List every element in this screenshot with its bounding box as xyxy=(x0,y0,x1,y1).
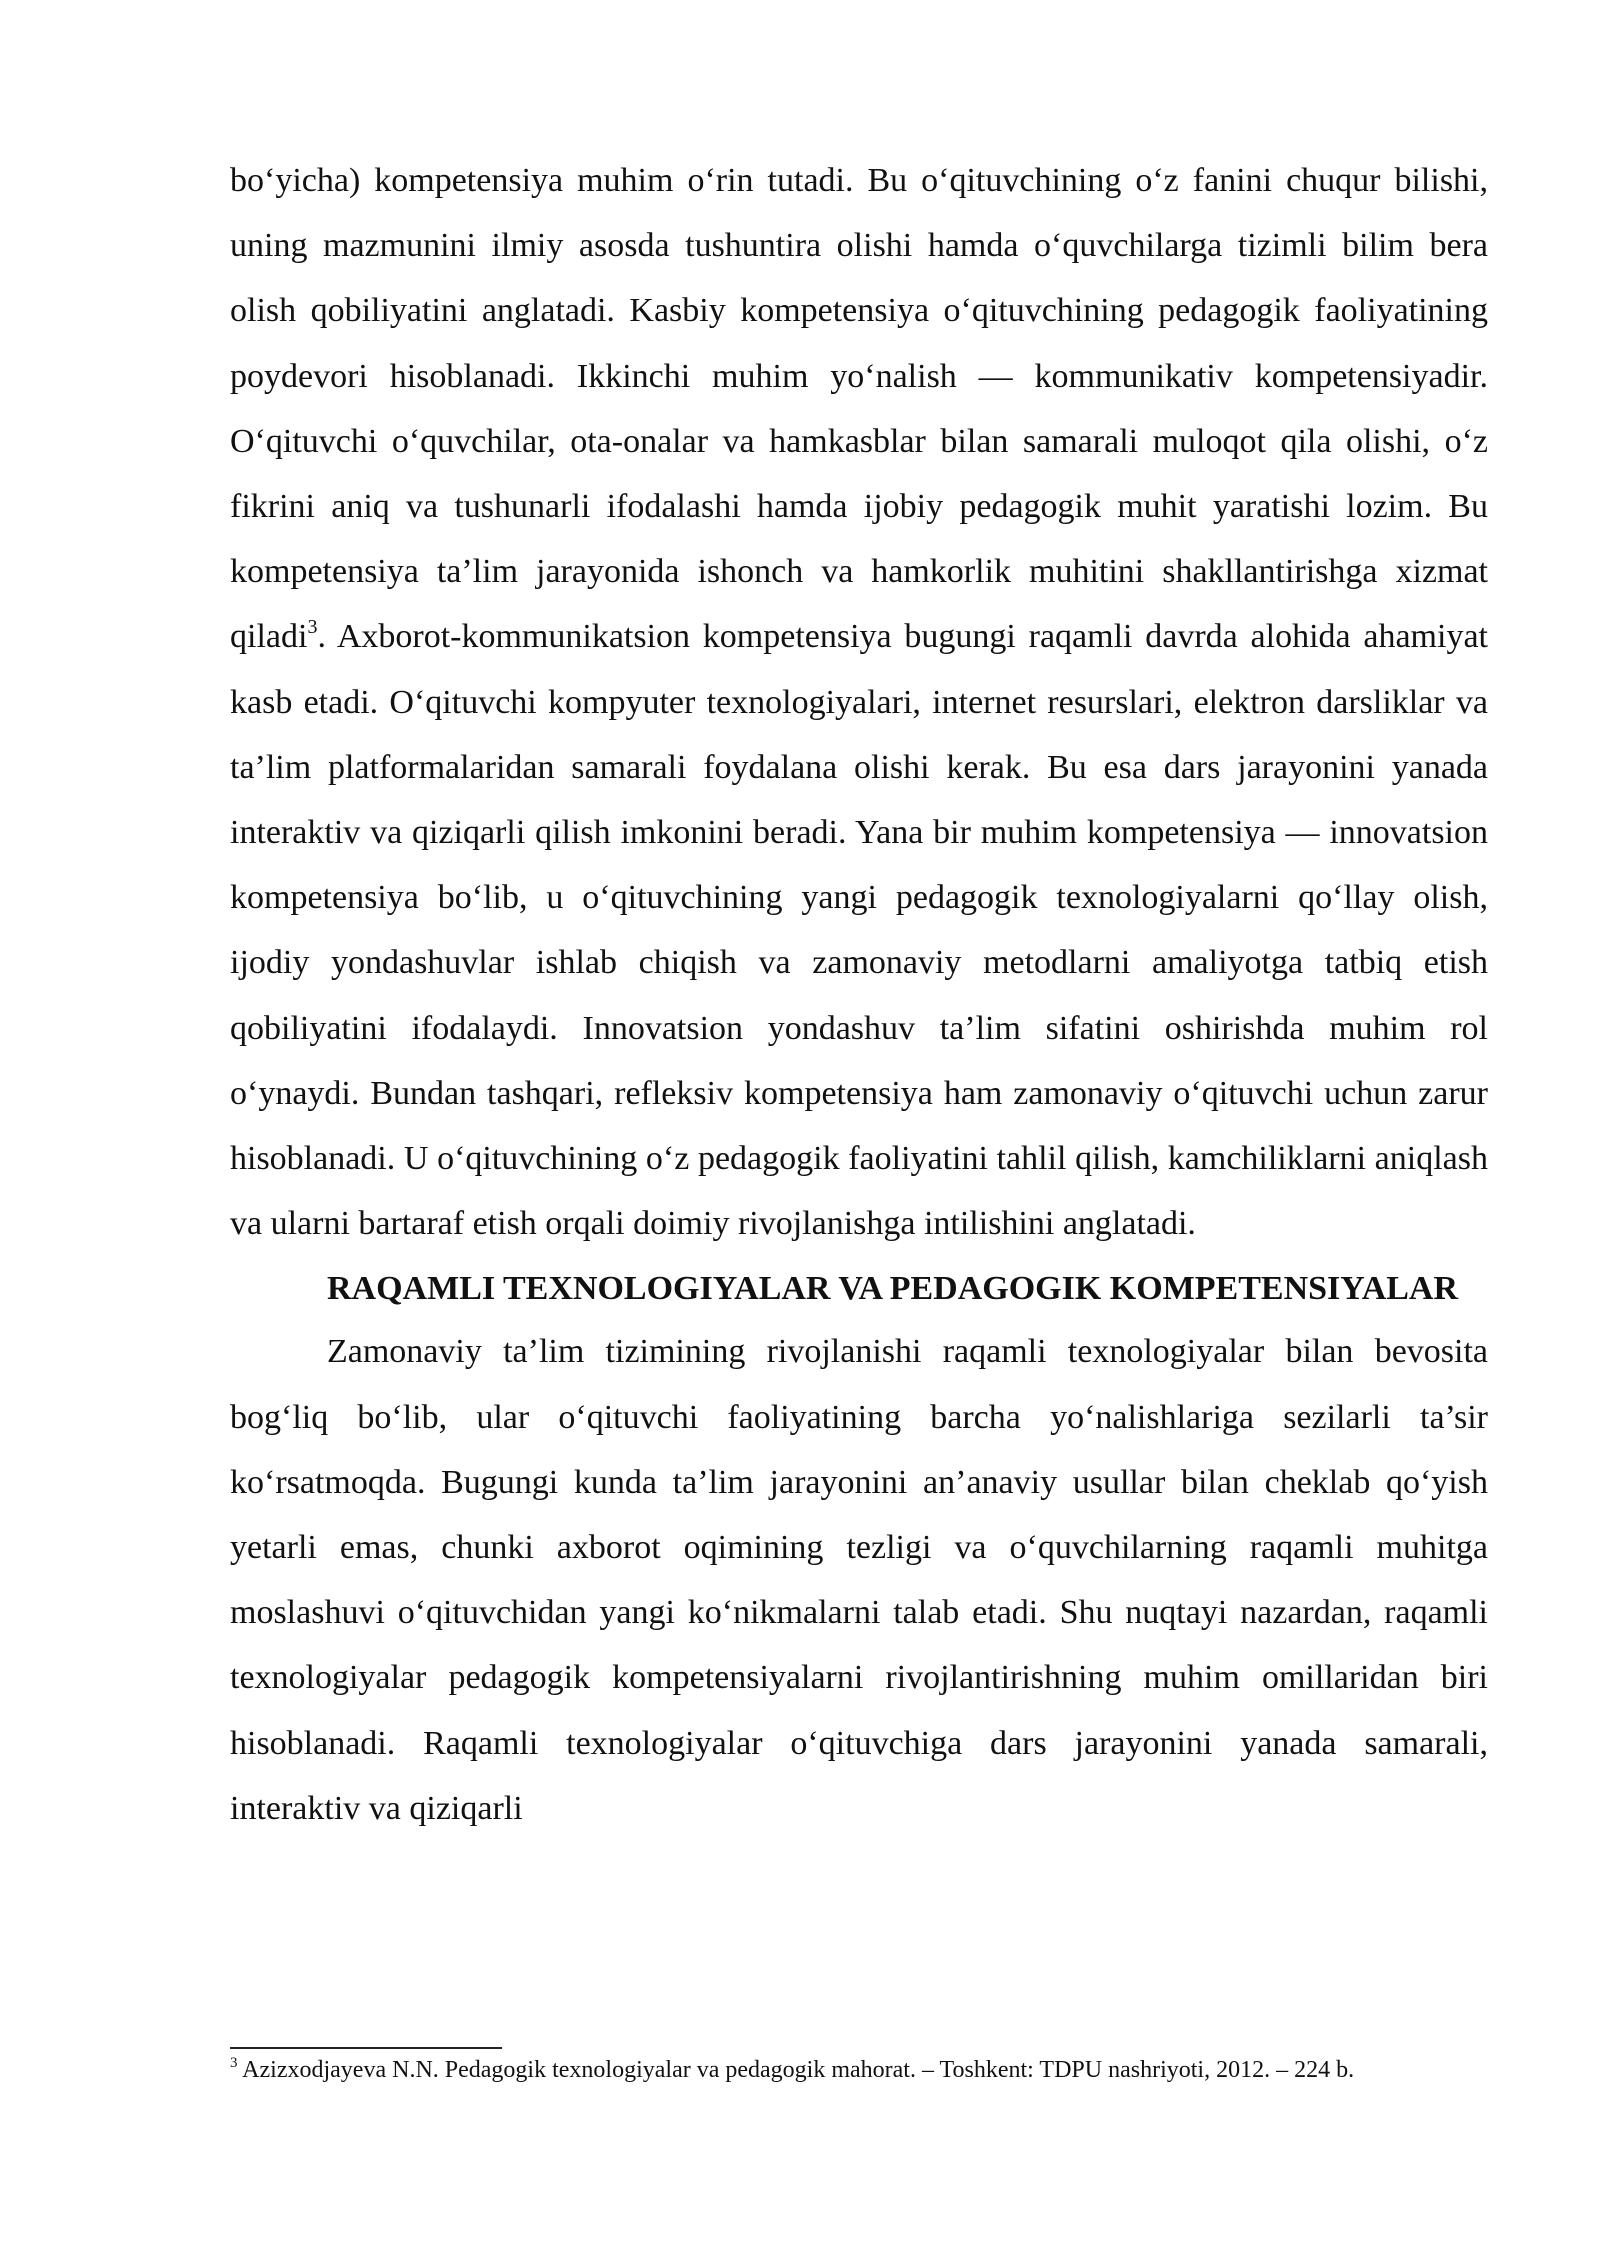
paragraph-text-continued: . Axborot-kommunikatsion kompetensiya bugungi raqamli davrda alohida ahamiyat kasb etadi. O‘qituvchi kompyuter texnologiyalari, internet resurslari, elektron darsliklar va ta’lim platformalaridan samarali foydalana olishi kerak. Bu esa dars jarayonini yanada interaktiv va qiziqarli qilish imkonini beradi. Yana bir muhim kompetensiya — innovatsion kompetensiya bo‘lib, u o‘qituvchining yangi pedagogik texnologiyalarni qo‘llay olish, ijodiy yondashuvlar ishlab chiqish va zamonaviy metodlarni amaliyotga tatbiq etish qobiliyatini ifodalaydi. Innovatsion yondashuv ta’lim sifatini oshirishda muhim rol o‘ynaydi. Bundan tashqari, refleksiv kompetensiya ham zamonaviy o‘qituvchi uchun zarur hisoblanadi. U o‘qituvchining o‘z pedagogik faoliyatini tahlil qilish, kamchiliklarni aniqlash va ularni bartaraf etish orqali doimiy rivojlanishga intilishini anglatadi. xyxy=(230,618,1488,1243)
footnote-number: 3 xyxy=(230,2055,238,2071)
paragraph-text: bo‘yicha) kompetensiya muhim o‘rin tutadi. Bu o‘qituvchining o‘z fanini chuqur bilishi, uning mazmunini ilmiy asosda tushuntira olishi hamda o‘quvchilarga tizimli bilim bera olish qobiliyatini anglatadi. Kasbiy kompetensiya o‘qituvchining pedagogik faoliyatining poydevori hisoblanadi. Ikkinchi muhim yo‘nalish — kommunikativ kompetensiyadir. O‘qituvchi o‘quvchilar, ota-onalar va hamkasblar bilan samarali muloqot qila olishi, o‘z fikrini aniq va tushunarli ifodalashi hamda ijobiy pedagogik muhit yaratishi lozim. Bu kompetensiya ta’lim jarayonida ishonch va hamkorlik muhitini shakllantirishga xizmat qiladi xyxy=(230,162,1488,656)
footnote-reference[interactable]: 3 xyxy=(307,616,318,639)
footnote-text: Azizxodjayeva N.N. Pedagogik texnologiyalar va pedagogik mahorat. – Toshkent: TDPU nashriyoti, 2012. – 224 b. xyxy=(237,2057,1355,2083)
page-body xyxy=(230,148,1488,1841)
footnote-separator xyxy=(230,2047,502,2049)
body-paragraph-2: Zamonaviy ta’lim tizimining rivojlanishi raqamli texnologiyalar bilan bevosita bog‘liq bo‘lib, ular o‘qituvchi faoliyatining barcha yo‘nalishlariga sezilarli ta’sir ko‘rsatmoqda. Bugungi kunda ta’lim jarayonini an’anaviy usullar bilan cheklab qo‘yish yetarli emas, chunki axborot oqimining tezligi va o‘quvchilarning raqamli muhitga moslashuvi o‘qituvchidan yangi ko‘nikmalarni talab etadi. Shu nuqtayi nazardan, raqamli texnologiyalar pedagogik kompetensiyalarni rivojlantirishning muhim omillaridan biri hisoblanadi. Raqamli texnologiyalar o‘qituvchiga dars jarayonini yanada samarali, interaktiv va qiziqarli xyxy=(230,1333,1488,1827)
section-heading: RAQAMLI TEXNOLOGIYALAR VA PEDAGOGIK KOMPETENSIYALAR xyxy=(327,1270,1459,1308)
body-paragraph xyxy=(230,148,1488,1256)
footnote xyxy=(230,2055,1488,2085)
